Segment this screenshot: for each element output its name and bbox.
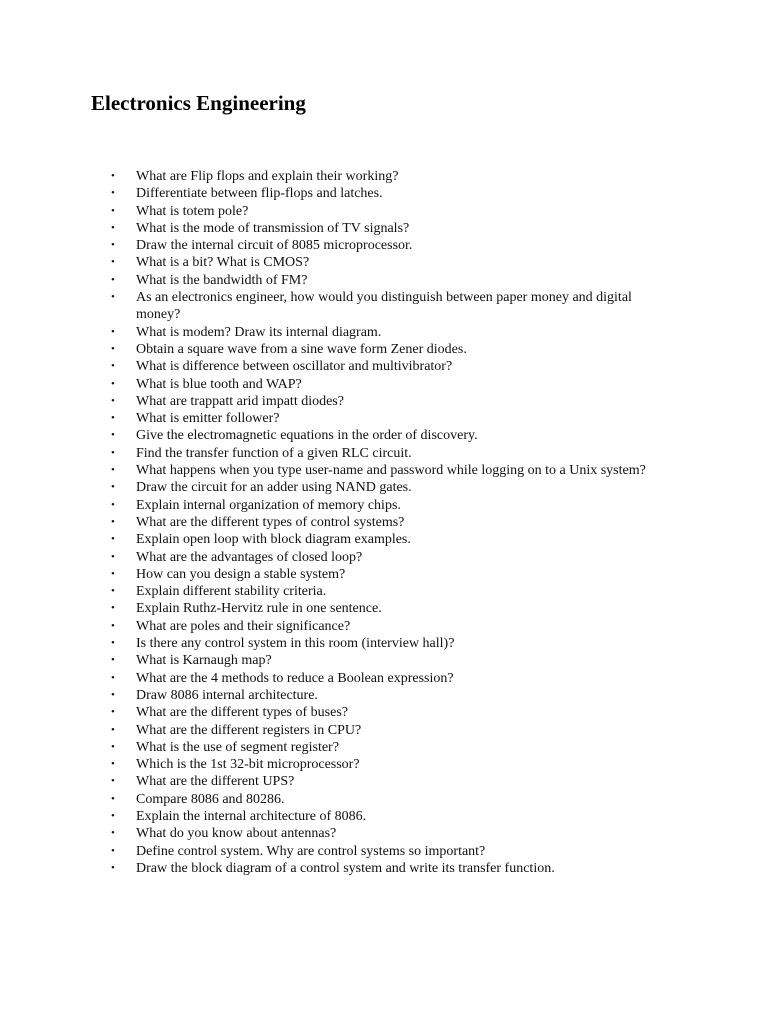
bullet-icon: • — [111, 723, 115, 736]
question-text: What is modem? Draw its internal diagram. — [136, 324, 382, 340]
bullet-icon: • — [111, 654, 115, 667]
list-item — [108, 514, 668, 531]
bullet-icon: • — [111, 758, 115, 771]
list-item — [108, 739, 668, 756]
question-text: What are Flip flops and explain their working? — [136, 169, 399, 184]
bullet-icon: • — [111, 706, 115, 719]
bullet-icon: • — [111, 827, 115, 840]
bullet-icon: • — [111, 637, 115, 650]
list-item — [108, 825, 668, 842]
bullet-icon: • — [111, 204, 115, 217]
question-text: Draw the internal circuit of 8085 microprocessor. — [136, 238, 413, 254]
question-text: Find the transfer function of a given RLC circuit. — [136, 445, 412, 461]
bullet-icon: • — [111, 740, 115, 753]
question-text: Explain open loop with block diagram examples. — [136, 532, 411, 548]
list-item — [108, 566, 668, 583]
list-item — [108, 549, 668, 566]
list-item — [108, 410, 668, 427]
bullet-icon: • — [111, 602, 115, 615]
list-item — [108, 376, 668, 393]
list-item — [108, 324, 668, 341]
question-text: What is the bandwidth of FM? — [136, 272, 308, 288]
bullet-icon: • — [111, 187, 115, 200]
page-title: Electronics Engineering — [91, 91, 306, 115]
question-text: Differentiate between flip-flops and latches. — [136, 186, 383, 202]
bullet-icon: • — [111, 567, 115, 580]
list-item — [108, 203, 668, 220]
list-item — [108, 635, 668, 652]
bullet-icon: • — [111, 394, 115, 407]
list-item — [108, 791, 668, 808]
list-item — [108, 773, 668, 790]
list-item — [108, 237, 668, 254]
list-item — [108, 687, 668, 704]
bullet-icon: • — [111, 775, 115, 788]
question-text: What is difference between oscillator and multivibrator? — [136, 359, 453, 375]
list-item — [108, 220, 668, 237]
list-item — [108, 289, 668, 324]
bullet-icon: • — [111, 550, 115, 563]
question-text: What are trappatt arid impatt diodes? — [136, 393, 344, 409]
question-text: What is Karnaugh map? — [136, 653, 272, 669]
bullet-icon: • — [111, 688, 115, 701]
question-text: What happens when you type user-name and password while logging on to a Unix system? — [136, 463, 646, 479]
question-text: Which is the 1st 32-bit microprocessor? — [136, 757, 360, 773]
bullet-icon: • — [111, 464, 115, 477]
list-item — [108, 341, 668, 358]
bullet-icon: • — [111, 429, 115, 442]
question-text: What is a bit? What is CMOS? — [136, 255, 310, 271]
bullet-icon: • — [111, 585, 115, 598]
list-item — [108, 358, 668, 375]
question-text: Draw 8086 internal architecture. — [136, 687, 318, 703]
bullet-icon: • — [111, 291, 115, 304]
bullet-icon: • — [111, 809, 115, 822]
list-item — [108, 704, 668, 721]
question-text: What is emitter follower? — [136, 411, 280, 427]
list-item — [108, 445, 668, 462]
bullet-icon: • — [111, 221, 115, 234]
question-text: Give the electromagnetic equations in the order of discovery. — [136, 428, 478, 444]
list-item — [108, 583, 668, 600]
bullet-icon: • — [111, 481, 115, 494]
question-text: What is totem pole? — [136, 203, 249, 219]
question-text: Obtain a square wave from a sine wave form Zener diodes. — [136, 341, 467, 357]
list-item — [108, 531, 668, 548]
list-item — [108, 272, 668, 289]
bullet-icon: • — [111, 342, 115, 355]
list-item — [108, 808, 668, 825]
question-text: What do you know about antennas? — [136, 826, 337, 842]
bullet-icon: • — [111, 239, 115, 252]
question-text: What is blue tooth and WAP? — [136, 376, 302, 392]
list-item — [108, 843, 668, 860]
question-text: Explain Ruthz-Hervitz rule in one sentence. — [136, 601, 382, 617]
list-item — [108, 600, 668, 617]
question-text: Draw the circuit for an adder using NAND gates. — [136, 480, 412, 496]
question-text: What is the mode of transmission of TV signals? — [136, 220, 410, 236]
question-text: Define control system. Why are control systems so important? — [136, 843, 486, 859]
list-item — [108, 756, 668, 773]
list-item — [108, 168, 668, 185]
bullet-icon: • — [111, 446, 115, 459]
list-item — [108, 254, 668, 271]
bullet-icon: • — [111, 533, 115, 546]
list-item — [108, 670, 668, 687]
question-text: Explain internal organization of memory chips. — [136, 497, 401, 513]
list-item — [108, 479, 668, 496]
question-list — [108, 168, 668, 877]
list-item — [108, 860, 668, 877]
list-item — [108, 462, 668, 479]
bullet-icon: • — [111, 861, 115, 874]
list-item — [108, 185, 668, 202]
list-item — [108, 393, 668, 410]
question-text: What are the different types of control systems? — [136, 514, 405, 530]
list-item — [108, 618, 668, 635]
bullet-icon: • — [111, 498, 115, 511]
bullet-icon: • — [111, 619, 115, 632]
question-text: How can you design a stable system? — [136, 566, 346, 582]
bullet-icon: • — [111, 377, 115, 390]
question-text: Draw the block diagram of a control system and write its transfer function. — [136, 860, 555, 876]
bullet-icon: • — [111, 515, 115, 528]
question-text: What are the different UPS? — [136, 774, 295, 790]
question-text: What are poles and their significance? — [136, 618, 351, 634]
question-text: As an electronics engineer, how would you distinguish between paper money and digital money? — [136, 290, 632, 323]
bullet-icon: • — [111, 792, 115, 805]
bullet-icon: • — [111, 325, 115, 338]
question-text: What are the 4 methods to reduce a Boolean expression? — [136, 670, 454, 686]
bullet-icon: • — [111, 273, 115, 286]
list-item — [108, 497, 668, 514]
question-text: Explain the internal architecture of 8086. — [136, 808, 367, 824]
question-text: Explain different stability criteria. — [136, 584, 327, 600]
bullet-icon: • — [111, 412, 115, 425]
question-text: Is there any control system in this room (interview hall)? — [136, 636, 455, 652]
question-text: What is the use of segment register? — [136, 739, 339, 755]
list-item — [108, 427, 668, 444]
bullet-icon: • — [111, 671, 115, 684]
question-text: What are the advantages of closed loop? — [136, 549, 363, 565]
bullet-icon: • — [111, 360, 115, 373]
list-item — [108, 722, 668, 739]
list-item — [108, 652, 668, 669]
question-text: Compare 8086 and 80286. — [136, 791, 285, 807]
bullet-icon: • — [111, 256, 115, 269]
question-text: What are the different registers in CPU? — [136, 722, 362, 738]
question-text: What are the different types of buses? — [136, 705, 348, 721]
bullet-icon: • — [111, 844, 115, 857]
bullet-icon: • — [111, 170, 115, 182]
